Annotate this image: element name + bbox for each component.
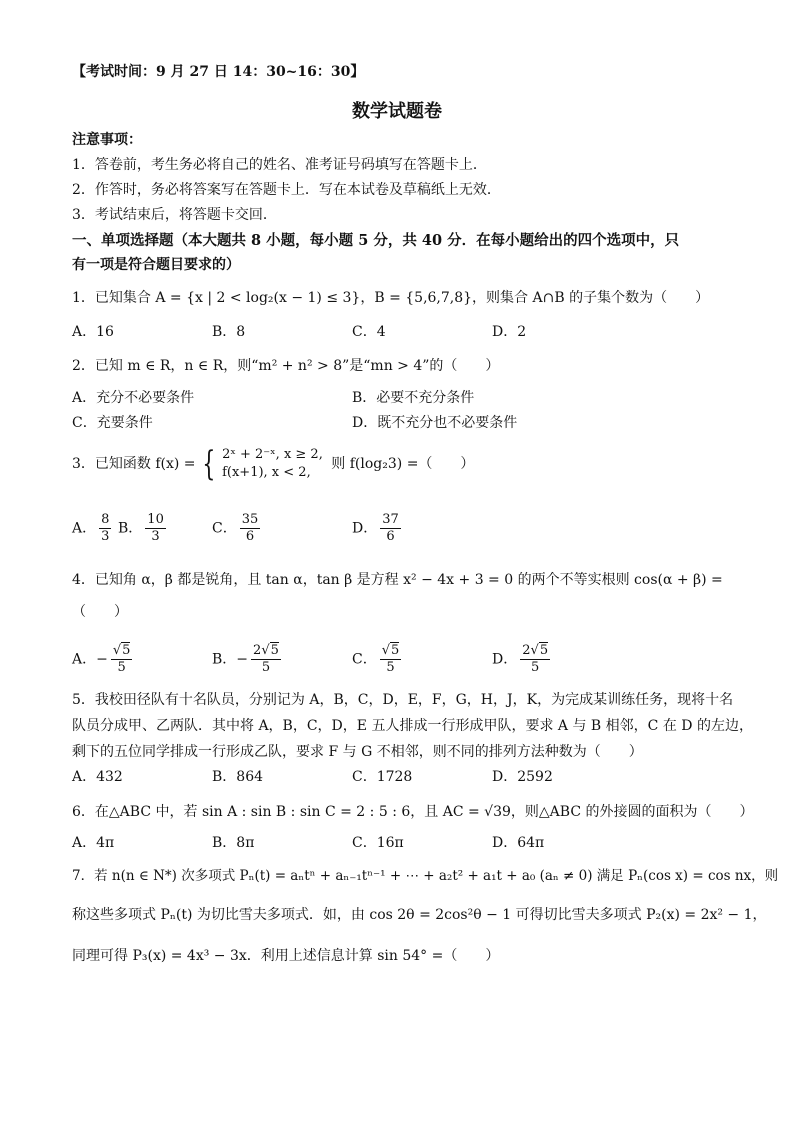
denominator: 5 — [117, 660, 126, 675]
numerator: 10 — [147, 512, 164, 527]
coefficient: 2 — [522, 643, 531, 658]
q3-case-2: f(x+1), x < 2, — [222, 465, 311, 480]
q2-option-a[interactable]: A．充分不必要条件 — [72, 390, 195, 406]
q5-option-b[interactable]: B．864 — [212, 769, 264, 785]
option-label: C． — [212, 520, 237, 537]
numerator: 8 — [101, 512, 110, 527]
q5-option-a[interactable]: A．432 — [72, 769, 123, 785]
q7-stem-line-2: 称这些多项式 Pₙ(t) 为切比雪夫多项式．如，由 cos 2θ = 2cos²θ − 1 可得切比雪夫多项式 P₂(x) = 2x² − 1， — [72, 907, 767, 923]
denominator: 6 — [245, 529, 255, 544]
numerator: 2√5 — [253, 643, 279, 658]
option-label: D． — [352, 520, 378, 537]
exam-time: 【考试时间：9 月 27 日 14：30~16：30】 — [72, 64, 365, 80]
q6-option-c[interactable]: C．16π — [352, 835, 404, 851]
radicand: 5 — [539, 643, 549, 658]
q5-stem-line-3: 剩下的五位同学排成一行形成乙队，要求 F 与 G 不相邻，则不同的排列方法种数为（ ） — [72, 744, 643, 760]
fraction — [145, 512, 166, 545]
numerator: √5 — [381, 643, 400, 658]
numerator: 35 — [241, 512, 259, 527]
q2-option-c[interactable]: C．充要条件 — [72, 415, 153, 431]
q4-stem: 4．已知角 α，β 都是锐角，且 tan α，tan β 是方程 x² − 4x + 3 = 0 的两个不等实根则 cos(α + β) = — [72, 572, 723, 588]
fraction — [99, 512, 111, 545]
option-label: B． — [118, 520, 143, 537]
denominator: 6 — [386, 529, 395, 544]
q4-option-d[interactable] — [492, 643, 553, 676]
radicand: 5 — [270, 643, 279, 658]
q5-stem-line-2: 队员分成甲、乙两队．其中将 A，B，C，D，E 五人排成一行形成甲队，要求 A 与 B 相邻，C 在 D 的左边， — [72, 718, 753, 734]
q3-stem — [72, 446, 474, 482]
q6-stem: 6．在△ABC 中，若 sin A : sin B : sin C = 2 : 5 : 6，且 AC = √39，则△ABC 的外接圆的面积为（ ） — [72, 804, 754, 820]
note-item: 1．答卷前，考生务必将自己的姓名、准考证号码填写在答题卡上． — [72, 157, 487, 173]
radicand: 5 — [122, 643, 131, 658]
q3-suffix: 则 f(log₂3) =（ ） — [331, 456, 475, 472]
page-title: 数学试题卷 — [352, 101, 442, 122]
q3-option-b[interactable] — [118, 512, 169, 545]
option-label: C． — [352, 651, 377, 668]
sign: − — [96, 651, 108, 668]
q6-option-b[interactable]: B．8π — [212, 835, 255, 851]
option-label: B． — [212, 651, 237, 668]
section-heading-cont: 有一项是符合题目要求的） — [72, 257, 240, 273]
sign: − — [236, 651, 249, 668]
fraction — [380, 512, 401, 545]
piecewise-cases — [222, 446, 323, 482]
q7-stem-line-1: 7．若 n(n ∈ N*) 次多项式 Pₙ(t) = aₙtⁿ + aₙ₋₁tⁿ⁻¹ + ⋯ + a₂t² + a₁t + a₀ (aₙ ≠ 0) 满足 Pₙ(cos x) = cos nx，则 — [72, 868, 779, 884]
denominator: 5 — [261, 660, 271, 675]
denominator: 5 — [386, 660, 395, 675]
numerator: √5 — [112, 643, 131, 658]
option-label: D． — [492, 651, 518, 668]
fraction — [520, 643, 550, 676]
q3-option-c[interactable] — [212, 512, 263, 545]
radicand: 5 — [391, 643, 400, 658]
q5-option-d[interactable]: D．2592 — [492, 769, 553, 785]
q2-option-d[interactable]: D．既不充分也不必要条件 — [352, 415, 518, 431]
q1-stem: 1．已知集合 A = {x | 2 < log₂(x − 1) ≤ 3}，B = {5,6,7,8}，则集合 A∩B 的子集个数为（ ） — [72, 290, 710, 306]
numerator: 37 — [382, 512, 399, 527]
q6-option-a[interactable]: A．4π — [72, 835, 115, 851]
q1-option-b[interactable]: B．8 — [212, 324, 246, 340]
q6-option-d[interactable]: D．64π — [492, 835, 545, 851]
denominator: 3 — [151, 529, 160, 544]
denominator: 5 — [531, 660, 540, 675]
q1-option-a[interactable]: A．16 — [72, 324, 114, 340]
notes-heading: 注意事项： — [72, 132, 142, 148]
section-heading: 一、单项选择题（本大题共 8 小题，每小题 5 分，共 40 分．在每小题给出的四个选项中，只 — [72, 232, 680, 249]
q5-stem-line-1: 5．我校田径队有十名队员，分别记为 A，B，C，D，E，F，G，H，J，K，为完成某训练任务，现将十名 — [72, 692, 734, 708]
fraction — [380, 643, 402, 676]
note-item: 3．考试结束后，将答题卡交回． — [72, 207, 277, 223]
q5-option-c[interactable]: C．1728 — [352, 769, 413, 785]
q3-option-a[interactable] — [72, 512, 114, 545]
q3-prefix: 3．已知函数 f(x) = — [72, 456, 196, 472]
q3-option-d[interactable] — [352, 512, 404, 545]
q3-case-1: 2ˣ + 2⁻ˣ, x ≥ 2, — [222, 447, 323, 462]
q4-option-b[interactable] — [212, 643, 284, 676]
denominator: 3 — [101, 529, 110, 544]
q1-option-c[interactable]: C．4 — [352, 324, 386, 340]
numerator: 2√5 — [522, 643, 549, 658]
option-label: A． — [72, 520, 97, 537]
q4-option-c[interactable] — [352, 643, 404, 676]
fraction — [251, 643, 281, 676]
q2-option-b[interactable]: B．必要不充分条件 — [352, 390, 475, 406]
q7-stem-line-3: 同理可得 P₃(x) = 4x³ − 3x．利用上述信息计算 sin 54° =（ ） — [72, 948, 500, 964]
q4-answer-paren: （ ） — [72, 604, 128, 620]
fraction — [111, 643, 133, 676]
q2-stem: 2．已知 m ∈ R，n ∈ R，则“m² + n² > 8”是“mn > 4”的（ ） — [72, 358, 500, 374]
left-brace-icon: { — [202, 444, 216, 484]
q4-option-a[interactable] — [72, 643, 135, 676]
coefficient: 2 — [253, 643, 262, 658]
q1-option-d[interactable]: D．2 — [492, 324, 527, 340]
fraction — [240, 512, 261, 545]
note-item: 2．作答时，务必将答案写在答题卡上．写在本试卷及草稿纸上无效． — [72, 182, 501, 198]
option-label: A． — [72, 651, 97, 668]
